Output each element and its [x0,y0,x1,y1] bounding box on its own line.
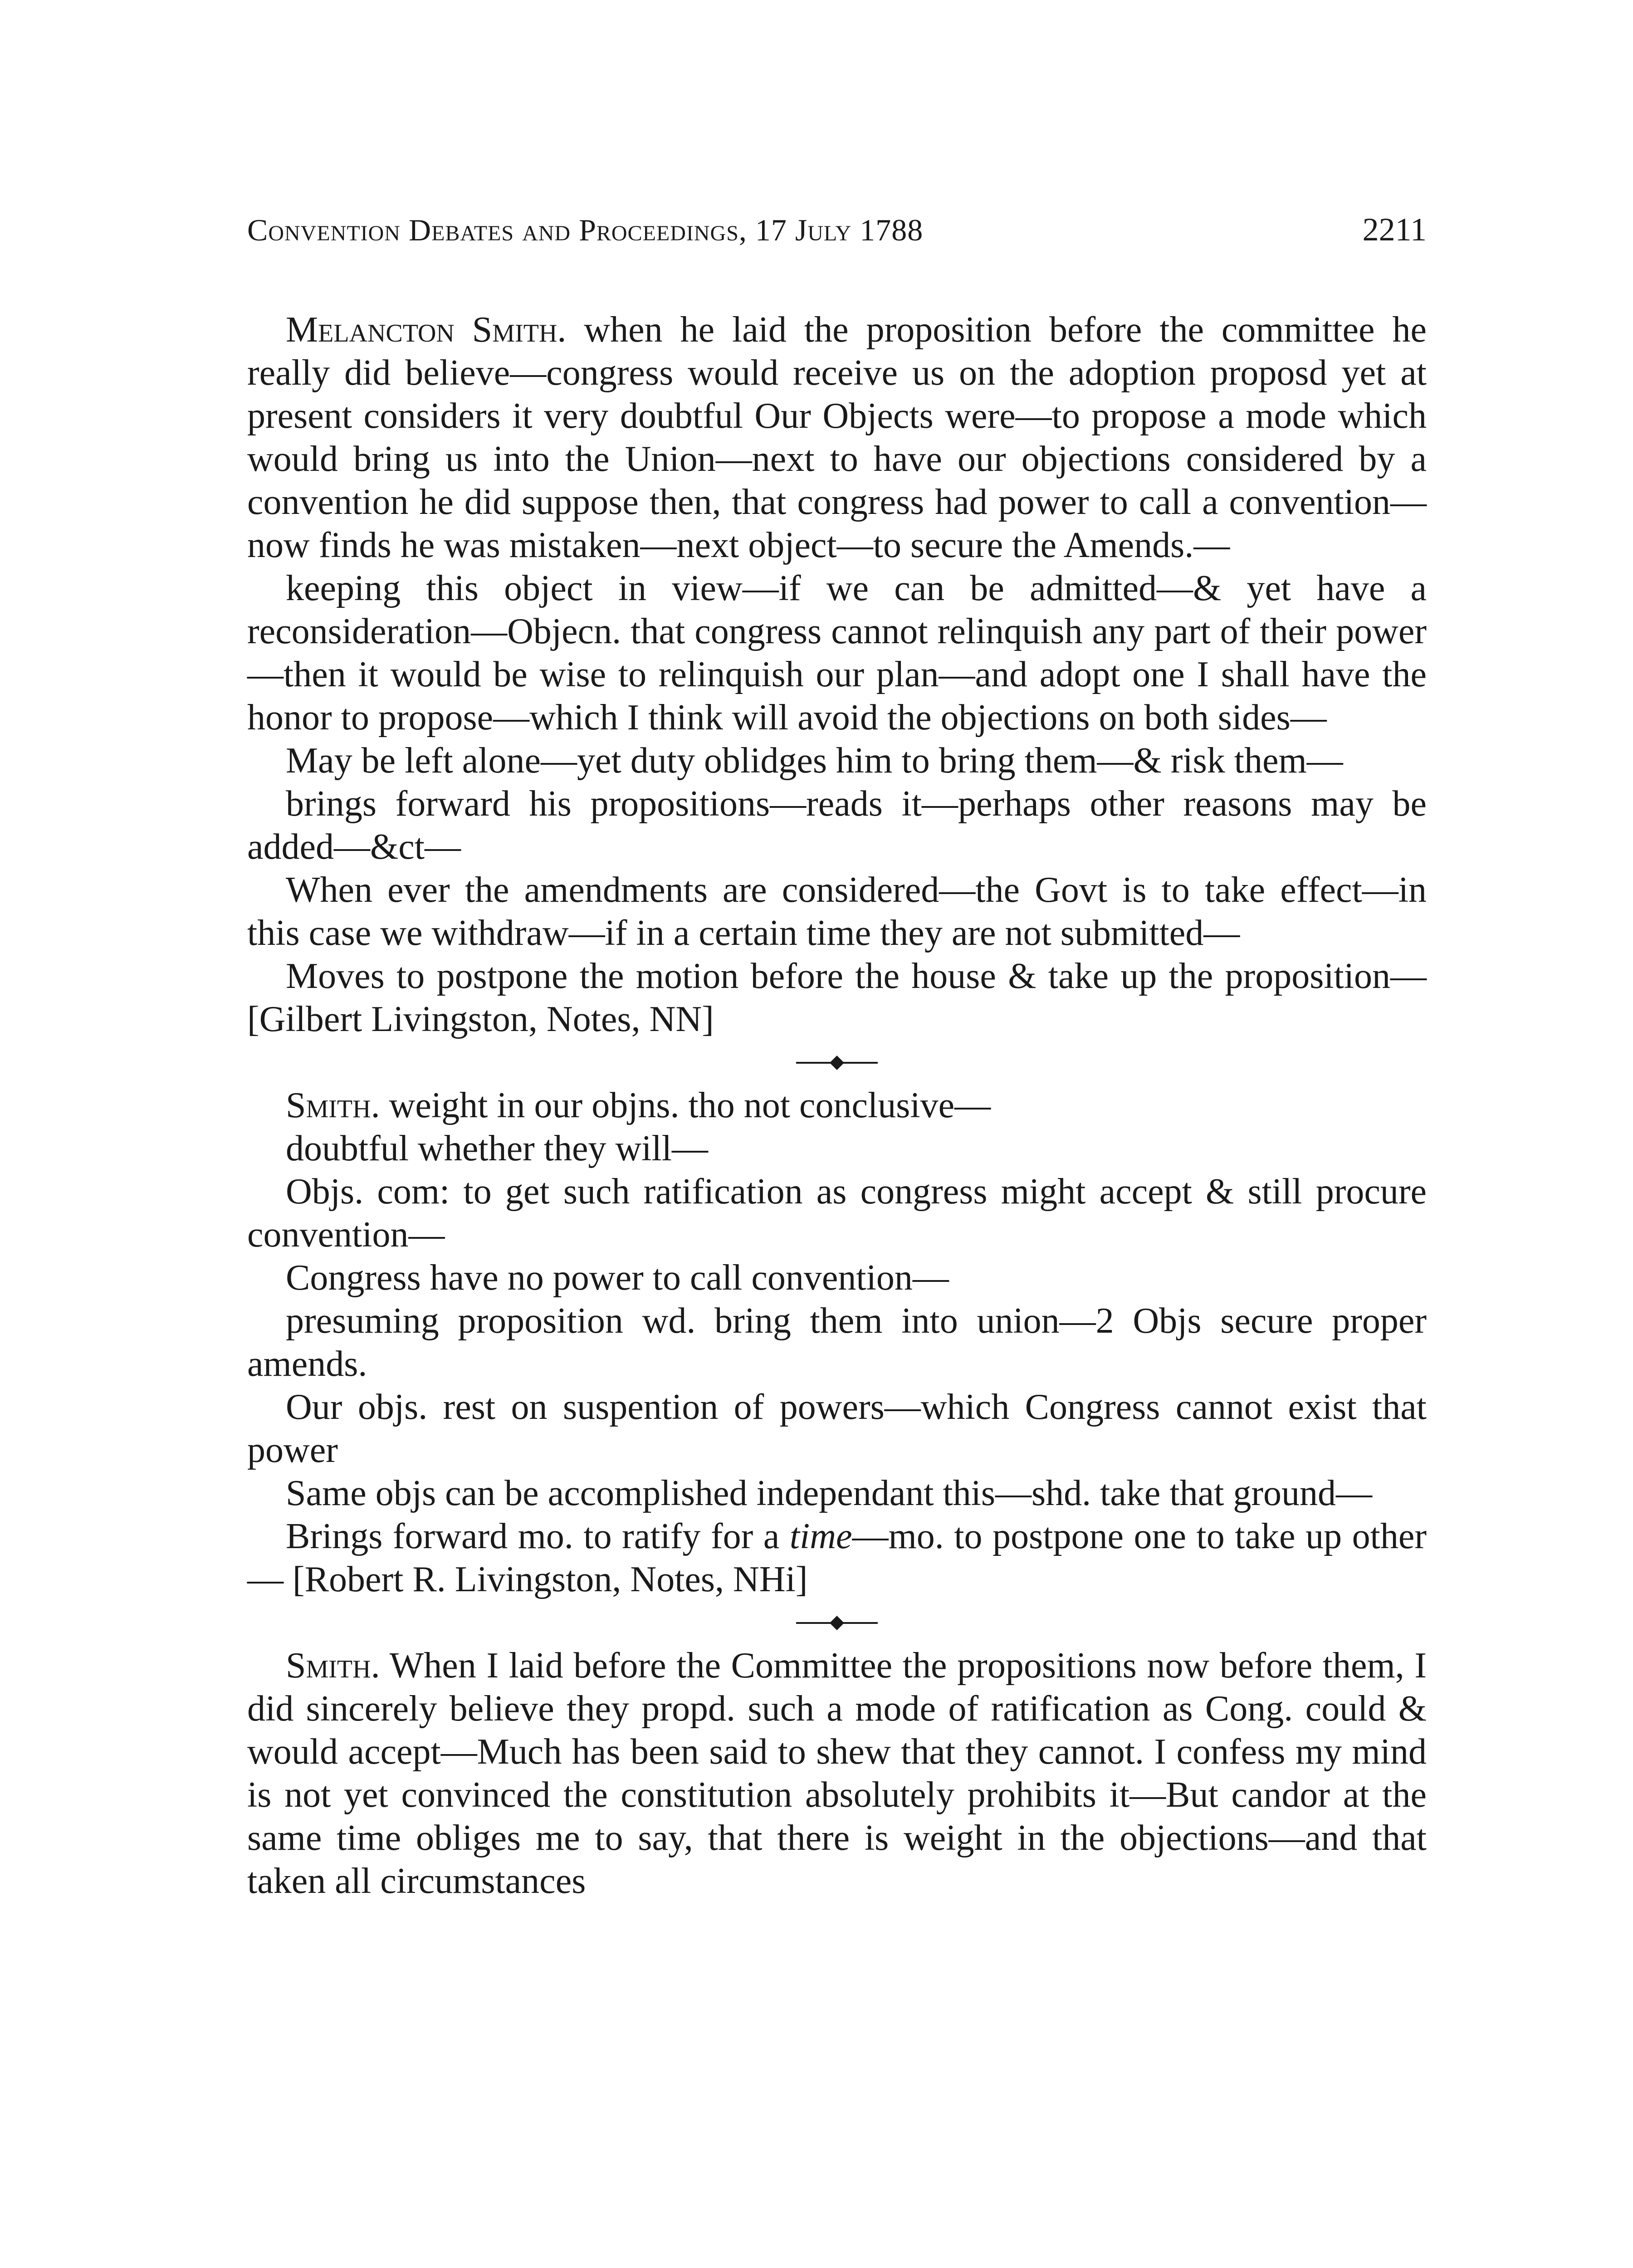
paragraph-text: presuming proposition wd. bring them into union—2 Objs secure proper amends. [247,1301,1427,1384]
paragraph [247,782,1427,869]
paragraph [247,955,1427,1041]
paragraph-text: —mo. to postpone one to take up other— [247,1516,1427,1599]
paragraph [247,1472,1427,1515]
speaker-name: Smith. [286,1646,380,1686]
paragraph-text: when he laid the proposition before the committee he really did believe—congress would receive us on the adoption proposd yet at present considers it very doubtful Our Objects were—to propose a mode which would bring us into the Union—next to have our objections considered by a convention he did suppose then, that congress had power to call a convention—now finds he was mistaken—next object—to secure the Amends.— [247,310,1427,565]
speaker-name: Smith. [286,1085,380,1125]
paragraph [247,567,1427,739]
source-citation: [Gilbert Livingston, Notes, NN] [247,999,714,1039]
paragraph-text: When ever the amendments are considered—the Govt is to take effect—in this case we withdraw—if in a certain time they are not submitted— [247,870,1427,953]
paragraph [247,1644,1427,1903]
paragraph-text: Objs. com: to get such ratification as congress might accept & still procure convention— [247,1172,1427,1255]
source-citation: [Robert R. Livingston, Notes, NHi] [293,1559,808,1599]
paragraph [247,739,1427,782]
paragraph-text: doubtful whether they will— [286,1129,708,1168]
paragraph-text: Our objs. rest on suspention of powers—which Congress cannot exist that power [247,1387,1427,1470]
paragraph-text: Brings forward mo. to ratify for a [286,1516,780,1556]
paragraph [247,1300,1427,1386]
page-number: 2211 [1362,211,1427,248]
paragraph-text: May be left alone—yet duty oblidges him to bring them—& risk them— [286,741,1343,781]
paragraph [247,1256,1427,1300]
document-page [247,213,1427,1903]
paragraph [247,308,1427,567]
paragraph [247,1084,1427,1127]
body-text [247,308,1427,1903]
paragraph-text: Congress have no power to call convention— [286,1258,949,1298]
paragraph-text: Moves to postpone the motion before the house & take up the proposition— [286,956,1427,996]
paragraph-text: brings forward his propositions—reads it—perhaps other reasons may be added—&ct— [247,784,1427,867]
paragraph-text: keeping this object in view—if we can be admitted—& yet have a reconsideration—Objecn. that congress cannot relinquish any part of their power—then it would be wise to relinquish our plan—and adopt one I shall have the honor to propose—which I think will avoid the objections on both sides— [247,568,1427,738]
italic-text: time [789,1516,852,1556]
diamond-rule-icon [796,1054,878,1072]
paragraph [247,1515,1427,1601]
diamond-rule-icon [796,1614,878,1632]
speaker-name: Melancton Smith. [286,310,567,350]
paragraph [247,1170,1427,1256]
running-title: Convention Debates and Proceedings, 17 July 1788 [247,213,924,247]
paragraph-text: weight in our objns. tho not conclusive— [389,1085,991,1125]
paragraph-text: When I laid before the Committee the propositions now before them, I did sincerely believe they propd. such a mode of ratification as Cong. could & would accept—Much has been said to shew that they cannot. I confess my mind is not yet convinced the constitution absolutely prohibits it—But candor at the same time obliges me to say, that there is weight in the objections—and that taken all circumstances [247,1646,1427,1901]
section-divider [247,1601,1427,1644]
paragraph [247,869,1427,955]
running-head [247,213,1427,254]
section-divider [247,1041,1427,1084]
paragraph [247,1127,1427,1170]
paragraph [247,1386,1427,1472]
paragraph-text: Same objs can be accomplished independant this—shd. take that ground— [286,1473,1372,1513]
